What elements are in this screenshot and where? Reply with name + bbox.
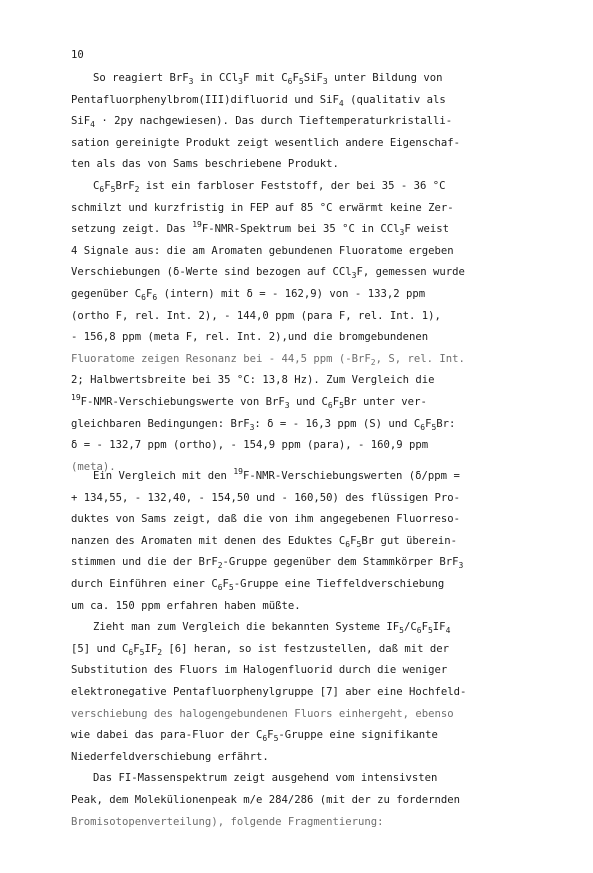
text-line — [71, 617, 541, 639]
text-run: F — [104, 179, 111, 192]
text-line — [71, 639, 541, 661]
text-line — [71, 596, 541, 618]
text-line — [71, 531, 541, 553]
subscript: 4 — [445, 626, 451, 636]
text-line — [71, 574, 541, 596]
text-run: · 2py nachgewiesen). Das durch Tieftemperaturkristalli- — [94, 115, 453, 128]
text-run: F — [222, 577, 229, 590]
text-line — [71, 790, 541, 812]
superscript: 19 — [233, 467, 243, 476]
text-line — [71, 327, 541, 349]
text-run: -Gruppe eine signifikante — [278, 729, 438, 742]
text-line — [71, 488, 541, 510]
text-line — [71, 154, 541, 176]
subscript: 3 — [399, 228, 405, 238]
text-run: F — [425, 417, 432, 430]
subscript: 6 — [99, 184, 105, 194]
text-run: in CCl — [193, 72, 239, 84]
text-run: stimmen und die der BrF — [71, 556, 218, 569]
subscript: 6 — [128, 647, 134, 657]
text-run: F — [133, 642, 140, 655]
text-run: Substitution des Fluors im Halogenfluorid durch die weniger — [71, 664, 448, 677]
text-line — [71, 68, 541, 90]
subscript: 5 — [228, 582, 234, 592]
text-line — [71, 768, 541, 790]
text-run: Fluoratome zeigen Resonanz bei - 44,5 ppm (-BrF — [71, 352, 371, 365]
text-run: Verschiebungen (δ-Werte sind bezogen auf CCl — [71, 266, 352, 279]
text-run: 4 Signale aus: die am Aromaten gebundenen Fluoratome ergeben — [71, 244, 454, 257]
text-run: elektronegative Pentafluorphenylgruppe [7] aber eine Hochfeld- — [71, 685, 467, 698]
text-run: Ein Vergleich mit den — [93, 470, 234, 482]
text-run: ten als das von Sams beschriebene Produkt. — [71, 158, 339, 171]
text-run: Br: — [436, 417, 456, 430]
text-run: gleichbaren Bedingungen: BrF — [71, 417, 250, 430]
text-run: durch Einführen einer C — [71, 577, 218, 590]
text-line — [71, 198, 541, 220]
text-run: -Gruppe gegenüber dem Stammkörper BrF — [222, 556, 459, 569]
text-line — [71, 682, 541, 704]
subscript: 2 — [157, 647, 163, 657]
text-run: duktes von Sams zeigt, daß die von ihm angegebenen Fluorreso- — [71, 513, 461, 526]
paragraph-block-nmr — [71, 68, 541, 478]
text-run: BrF — [115, 179, 135, 192]
text-line — [71, 704, 541, 726]
text-run: IF — [144, 642, 158, 655]
text-line — [71, 414, 541, 436]
text-line — [71, 111, 541, 133]
text-run: -Gruppe eine Tieffeldverschiebung — [233, 577, 445, 590]
text-line — [71, 219, 541, 241]
paragraph-block-comparison — [71, 466, 541, 833]
text-line — [71, 509, 541, 531]
page-number: 10 — [71, 49, 84, 61]
text-run: [5] und C — [71, 642, 129, 655]
text-line — [71, 370, 541, 392]
subscript: 6 — [287, 77, 293, 86]
subscript: 4 — [90, 120, 95, 130]
text-run: F — [146, 287, 153, 300]
text-run: unter Bildung von — [327, 72, 443, 84]
subscript: 3 — [188, 77, 194, 86]
text-run: F, gemessen wurde — [356, 266, 465, 279]
text-run: Bromisotopenverteilung), folgende Fragmentierung: — [71, 815, 384, 828]
text-line — [71, 90, 541, 112]
text-run: (meta). — [71, 460, 116, 473]
text-run: [6] heran, so ist festzustellen, daß mit der — [162, 642, 450, 655]
text-run: Das FI-Massenspektrum zeigt ausgehend vom intensivsten — [93, 772, 438, 785]
text-line — [71, 284, 541, 306]
text-run: (intern) mit δ = - 162,9) von - 133,2 ppm — [157, 287, 426, 300]
text-run: δ = - 132,7 ppm (ortho), - 154,9 ppm (para), - 160,9 ppm — [71, 439, 429, 452]
text-line — [71, 133, 541, 155]
text-run: F-NMR-Spektrum bei 35 °C in CCl — [201, 223, 400, 236]
text-run: F-NMR-Verschiebungswerte von BrF — [80, 395, 285, 408]
subscript: 6 — [420, 422, 426, 432]
text-run: setzung zeigt. Das — [71, 223, 193, 236]
subscript: 5 — [298, 77, 304, 86]
text-run: F — [267, 729, 274, 742]
text-run: C — [93, 179, 100, 192]
text-run: F weist — [404, 223, 450, 236]
subscript: 6 — [345, 539, 351, 549]
text-run: So reagiert BrF — [93, 72, 189, 84]
text-run: wie dabei das para-Fluor der C — [71, 729, 263, 742]
subscript: 6 — [217, 582, 223, 592]
subscript: 6 — [152, 292, 158, 302]
text-run: Zieht man zum Vergleich die bekannten Systeme IF — [93, 621, 400, 634]
subscript: 5 — [339, 400, 344, 410]
subscript: 3 — [322, 77, 328, 86]
text-line — [71, 812, 541, 834]
text-run: nanzen des Aromaten mit denen des Eduktes C — [71, 534, 346, 547]
text-run: F — [421, 621, 428, 634]
subscript: 3 — [351, 271, 357, 281]
text-run: Br unter ver- — [343, 395, 427, 408]
text-run: , S, rel. Int. — [375, 352, 465, 365]
superscript: 19 — [71, 392, 81, 402]
subscript: 5 — [399, 626, 404, 636]
subscript: 5 — [431, 422, 437, 432]
text-run: sation gereinigte Produkt zeigt wesentlich andere Eigenschaf- — [71, 136, 461, 149]
text-line — [71, 747, 541, 769]
text-line — [71, 466, 541, 488]
text-run: (ortho F, rel. Int. 2), - 144,0 ppm (para F, rel. Int. 1), — [71, 309, 441, 322]
subscript: 3 — [249, 422, 255, 432]
superscript: 19 — [192, 220, 202, 230]
text-run: /C — [403, 621, 417, 634]
subscript: 3 — [458, 561, 464, 571]
subscript: 5 — [273, 734, 279, 744]
subscript: 2 — [370, 357, 376, 367]
text-run: gegenüber C — [71, 287, 142, 300]
subscript: 6 — [327, 400, 333, 410]
text-run: - 156,8 ppm (meta F, rel. Int. 2),und die bromgebundenen — [71, 331, 429, 344]
subscript: 5 — [427, 626, 433, 636]
text-run: schmilzt und kurzfristig in FEP auf 85 °C erwärmt keine Zer- — [71, 201, 454, 214]
text-run: IF — [432, 621, 446, 634]
text-line — [71, 306, 541, 328]
text-run: 2; Halbwertsbreite bei 35 °C: 13,8 Hz). Zum Vergleich die — [71, 374, 435, 387]
text-run: um ca. 150 ppm erfahren haben müßte. — [71, 599, 301, 612]
subscript: 5 — [356, 539, 362, 549]
subscript: 4 — [338, 98, 344, 108]
subscript: 6 — [262, 734, 268, 744]
text-run: F — [350, 534, 357, 547]
subscript: 2 — [134, 184, 140, 194]
subscript: 5 — [110, 184, 116, 194]
subscript: 6 — [141, 292, 146, 302]
text-line — [71, 660, 541, 682]
subscript: 5 — [139, 647, 145, 657]
text-run: (qualitativ als — [343, 93, 446, 106]
text-run: verschiebung des halogengebundenen Fluors einhergeht, ebenso — [71, 707, 454, 720]
text-run: Br gut überein- — [361, 534, 457, 547]
text-line — [71, 435, 541, 457]
text-run: SiF — [303, 72, 323, 84]
text-line — [71, 392, 541, 414]
text-run: F — [292, 72, 299, 84]
subscript: 6 — [416, 626, 422, 636]
text-line — [71, 262, 541, 284]
text-run: Pentafluorphenylbrom(III)difluorid und SiF — [71, 93, 339, 106]
subscript: 3 — [284, 400, 290, 410]
text-run: F — [332, 395, 340, 408]
text-run: Niederfeldverschiebung erfährt. — [71, 750, 269, 763]
text-run: Peak, dem Molekülionenpeak m/e 284/286 (mit der zu fordernden — [71, 793, 461, 806]
subscript: 2 — [217, 561, 223, 571]
text-run: und C — [289, 395, 328, 408]
text-run: ist ein farbloser Feststoff, der bei 35 - 36 °C — [139, 179, 446, 192]
text-run: SiF — [71, 115, 91, 128]
text-run: F mit C — [242, 72, 288, 84]
text-line — [71, 349, 541, 371]
text-line — [71, 552, 541, 574]
text-run: : δ = - 16,3 ppm (S) und C — [254, 417, 421, 430]
text-run: + 134,55, - 132,40, - 154,50 und - 160,50) des flüssigen Pro- — [71, 491, 461, 504]
text-line — [71, 241, 541, 263]
text-run: F-NMR-Verschiebungswerten (δ/ppm = — [242, 470, 460, 482]
text-line — [71, 725, 541, 747]
subscript: 3 — [238, 77, 243, 86]
text-line — [71, 176, 541, 198]
